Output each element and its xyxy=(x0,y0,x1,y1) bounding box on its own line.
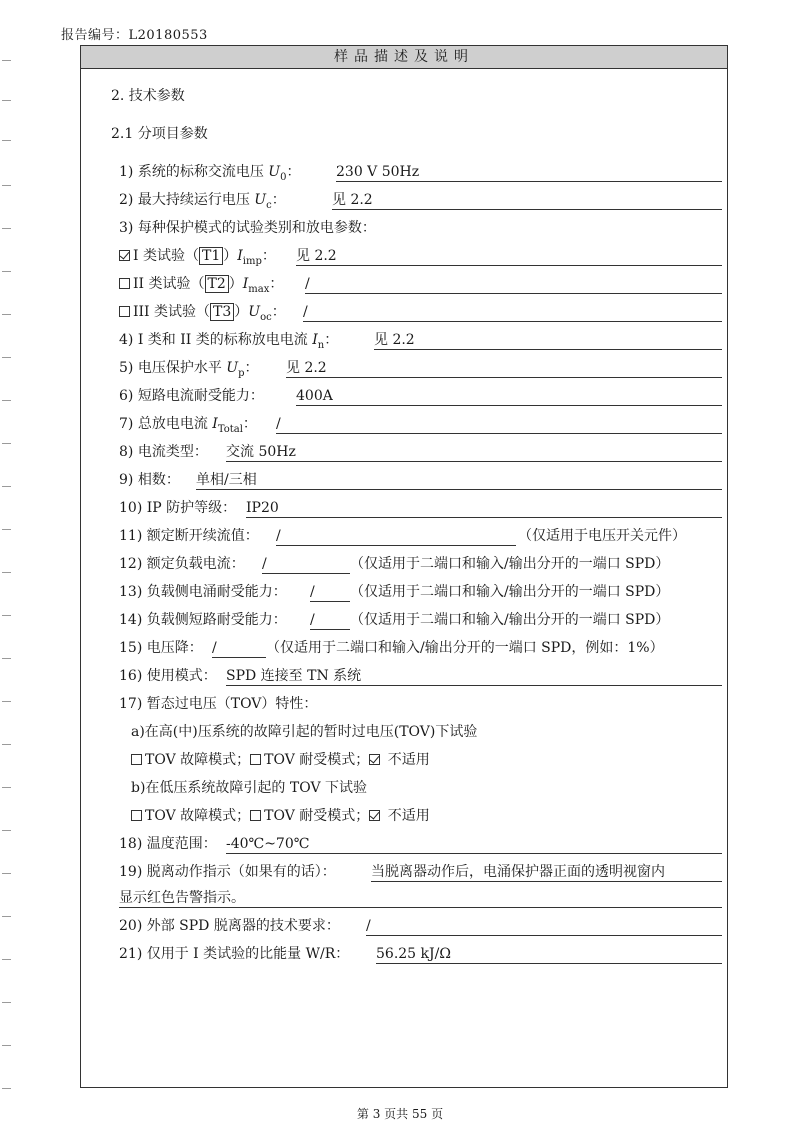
item-11-value: / xyxy=(276,526,516,546)
item-10-value: IP20 xyxy=(246,498,722,518)
item-14-label: 14) 负载侧短路耐受能力： xyxy=(119,612,287,628)
item-2-label: 2) 最大持续运行电压 $U_c$： xyxy=(119,192,286,211)
item-16-value: SPD 连接至 TN 系统 xyxy=(226,666,722,686)
t2-code: T2 xyxy=(205,275,229,293)
checkbox-checked-icon[interactable] xyxy=(369,754,380,765)
page-footer: 第 3 页共 55 页 xyxy=(356,1107,444,1121)
checkbox-checked-icon[interactable] xyxy=(119,250,130,261)
item-19-value-line1: 当脱离器动作后，电涌保护器正面的透明视窗内 xyxy=(371,862,722,882)
test-class-3-value: / xyxy=(303,302,722,322)
item-6-value: 400A xyxy=(296,386,722,406)
item-17a: a)在高(中)压系统的故障引起的暂时过电压(TOV)下试验 xyxy=(131,724,478,740)
item-6-label: 6) 短路电流耐受能力： xyxy=(119,388,264,404)
item-12-note: （仅适用于二端口和输入/输出分开的一端口 SPD） xyxy=(350,556,670,572)
item-12-value: / xyxy=(262,554,350,574)
item-11-note: （仅适用于电压开关元件） xyxy=(518,528,686,544)
item-13-value: / xyxy=(310,582,350,602)
item-9-label: 9) 相数： xyxy=(119,472,180,488)
item-5-value: 见 2.2 xyxy=(286,358,722,378)
item-17b: b)在低压系统故障引起的 TOV 下试验 xyxy=(131,780,368,796)
item-20-value: / xyxy=(366,916,722,936)
item-13-label: 13) 负载侧电涌耐受能力： xyxy=(119,584,287,600)
test-class-2-value: / xyxy=(305,274,722,294)
item-18-value: -40℃~70℃ xyxy=(226,834,722,854)
item-11-label: 11) 额定断开续流值： xyxy=(119,528,259,544)
item-7-value: / xyxy=(276,414,722,434)
checkbox-unchecked-icon[interactable] xyxy=(250,754,261,765)
item-7-label: 7) 总放电电流 $I_{Total}$： xyxy=(119,416,257,435)
test-class-2: II 类试验（ T2 ）$I_{max}$： xyxy=(119,274,283,300)
t1-code: T1 xyxy=(199,247,223,265)
test-class-1-value: 见 2.2 xyxy=(296,246,722,266)
checkbox-unchecked-icon[interactable] xyxy=(119,278,130,289)
report-number: 报告编号：L20180553 xyxy=(61,28,208,43)
item-19-label: 19) 脱离动作指示（如果有的话）： xyxy=(119,864,336,880)
item-15-value: / xyxy=(212,638,266,658)
item-17-label: 17) 暂态过电压（TOV）特性： xyxy=(119,696,318,712)
frame-header: 样品描述及说明 xyxy=(81,46,727,69)
item-15-label: 15) 电压降： xyxy=(119,640,203,656)
item-8-label: 8) 电流类型： xyxy=(119,444,208,460)
subsection-title: 2.1 分项目参数 xyxy=(111,126,208,142)
item-1-value: 230 V 50Hz xyxy=(336,162,722,182)
item-4-label: 4) I 类和 II 类的标称放电电流 $I_n$： xyxy=(119,332,339,351)
item-5-label: 5) 电压保护水平 $U_p$： xyxy=(119,360,259,379)
item-15-note: （仅适用于二端口和输入/输出分开的一端口 SPD，例如：1%） xyxy=(266,640,664,656)
item-3-label: 3) 每种保护模式的试验类别和放电参数： xyxy=(119,220,376,236)
item-8-value: 交流 50Hz xyxy=(226,442,722,462)
checkbox-unchecked-icon[interactable] xyxy=(119,306,130,317)
item-17a-options: TOV 故障模式； TOV 耐受模式； 不适用 xyxy=(131,750,430,770)
item-20-label: 20) 外部 SPD 脱离器的技术要求： xyxy=(119,918,340,934)
item-9-value: 单相/三相 xyxy=(196,470,722,490)
item-10-label: 10) IP 防护等级： xyxy=(119,500,237,516)
item-21-label: 21) 仅用于 I 类试验的比能量 W/R： xyxy=(119,946,350,962)
item-19-value-line2: 显示红色告警指示。 xyxy=(119,888,722,908)
item-13-note: （仅适用于二端口和输入/输出分开的一端口 SPD） xyxy=(350,584,670,600)
item-14-note: （仅适用于二端口和输入/输出分开的一端口 SPD） xyxy=(350,612,670,628)
item-4-value: 见 2.2 xyxy=(374,330,722,350)
item-2-value: 见 2.2 xyxy=(332,190,722,210)
item-1-label: 1) 系统的标称交流电压 $U_0$： xyxy=(119,164,301,183)
section-title: 2. 技术参数 xyxy=(111,88,185,104)
item-17b-options: TOV 故障模式； TOV 耐受模式； 不适用 xyxy=(131,806,430,826)
test-class-1: I 类试验（ T1 ）$I_{imp}$： xyxy=(119,246,276,272)
item-12-label: 12) 额定负载电流： xyxy=(119,556,245,572)
checkbox-unchecked-icon[interactable] xyxy=(131,754,142,765)
item-14-value: / xyxy=(310,610,350,630)
checkbox-checked-icon[interactable] xyxy=(369,810,380,821)
item-18-label: 18) 温度范围： xyxy=(119,836,217,852)
binding-marks xyxy=(0,0,14,1141)
checkbox-unchecked-icon[interactable] xyxy=(131,810,142,821)
test-class-3: III 类试验（ T3 ）$U_{oc}$： xyxy=(119,302,286,328)
checkbox-unchecked-icon[interactable] xyxy=(250,810,261,821)
t3-code: T3 xyxy=(210,303,234,321)
item-16-label: 16) 使用模式： xyxy=(119,668,217,684)
item-21-value: 56.25 kJ/Ω xyxy=(376,944,722,964)
